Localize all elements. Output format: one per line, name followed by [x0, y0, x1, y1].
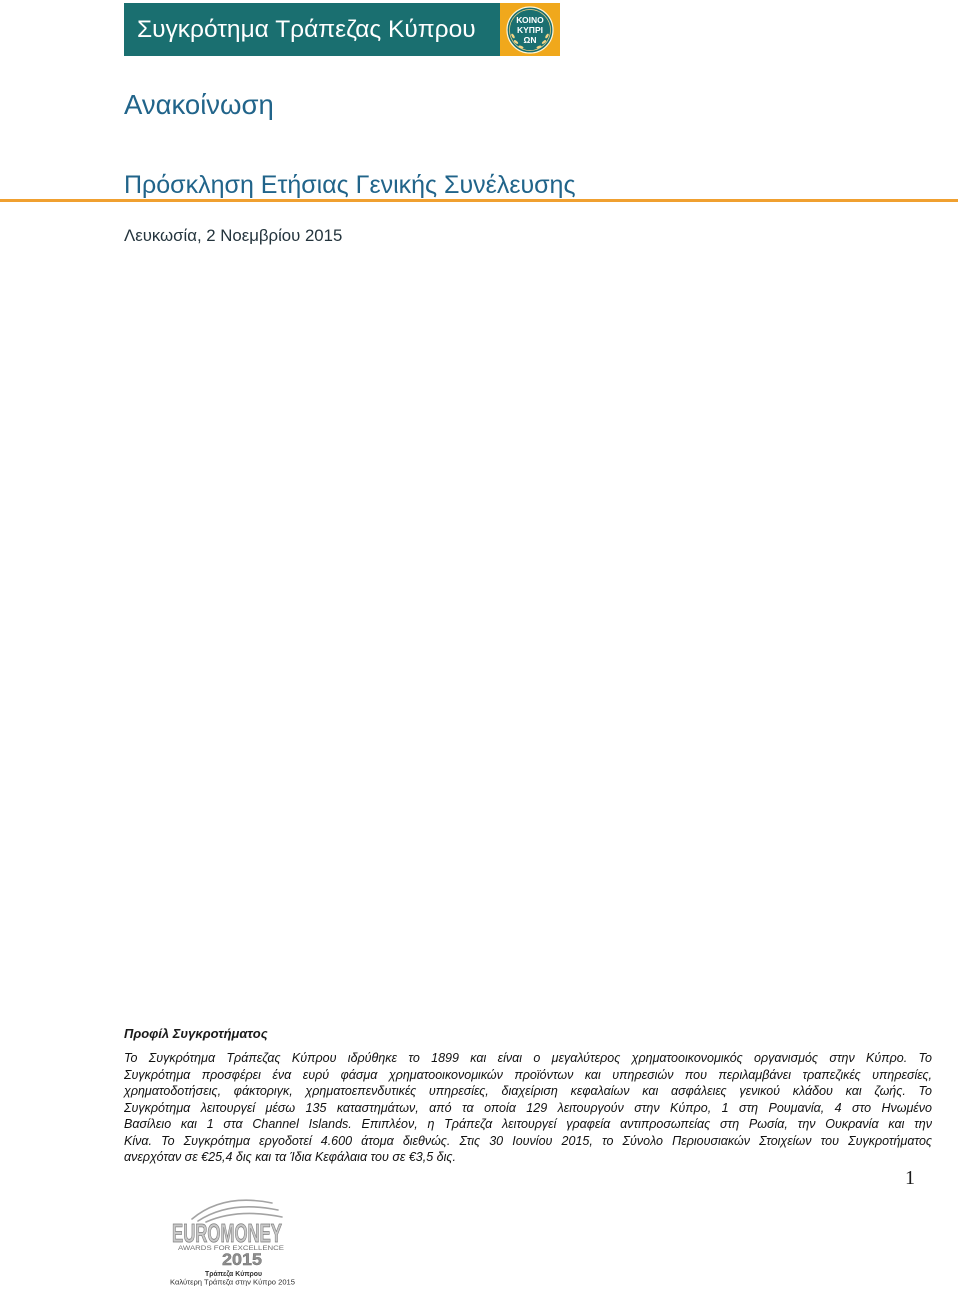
document-title: Πρόσκληση Ετήσιας Γενικής Συνέλευσης	[124, 171, 576, 199]
profile-line: Συγκρότημα λειτουργεί μέσω 135 καταστημάτων, από τα οποία 129 λειτουργούν στην Κύπρο, 1 στη Ρουμανία, 4 στο Ηνωμένο	[124, 1100, 932, 1115]
badge-line-1: ΚΟΙΝΟ	[516, 15, 544, 25]
award-bank: Τράπεζα Κύπρου	[205, 1269, 263, 1278]
profile-line: ανερχόταν σε €25,4 δις και τα Ίδια Κεφάλαια του σε €3,5 δις.	[124, 1150, 456, 1164]
place-and-date: Λευκωσία, 2 Νοεμβρίου 2015	[124, 226, 343, 245]
profile-paragraph	[124, 1050, 932, 1166]
brand-name: Συγκρότημα Τράπεζας Κύπρου	[137, 16, 476, 43]
profile-line: Συγκρότημα προσφέρει ένα ευρύ φάσμα χρηματοοικονομικών προϊόντων και υπηρεσιών που περιλαμβάνει τραπεζικές υπηρεσίες,	[124, 1067, 932, 1082]
profile-line: Το Συγκρότημα Τράπεζας Κύπρου ιδρύθηκε το 1899 και είναι ο μεγαλύτερος χρηματοοικονομικός οργανισμός στην Κύπρο. Το	[124, 1051, 932, 1065]
koino-kyprion-badge	[500, 3, 560, 56]
award-brand: EUROMONEY	[172, 1218, 282, 1248]
profile-line: χρηματοδοτήσεις, φάκτοριγκ, χρηματοεπενδυτικές υπηρεσίες, διαχείριση κεφαλαίων και ασφάλειες γενικού κλάδου και ζωής. Το	[124, 1084, 932, 1098]
award-title: Καλύτερη Τράπεζα στην Κύπρο 2015	[170, 1279, 286, 1287]
badge-line-3: ΩΝ	[523, 35, 537, 45]
award-year: 2015	[222, 1250, 262, 1269]
award-subtitle: AWARDS FOR EXCELLENCE	[178, 1245, 285, 1252]
badge-line-2: ΚΥΠΡΙ	[517, 25, 543, 35]
profile-line: Βασίλειο και 1 στα Channel Islands. Επιπλέον, η Τράπεζα λειτουργεί γραφεία αντιπροσωπείας στη Ρωσία, την Ουκρανία και την	[124, 1117, 932, 1131]
document-type-label: Ανακοίνωση	[124, 89, 274, 120]
profile-heading: Προφίλ Συγκροτήματος	[124, 1026, 268, 1041]
profile-line: Κίνα. Το Συγκρότημα εργοδοτεί 4.600 άτομα διεθνώς. Στις 30 Ιουνίου 2015, το Σύνολο Περιουσιακών Στοιχείων του Συγκροτήματος	[124, 1133, 932, 1148]
euromoney-award-logo	[168, 1195, 298, 1287]
page-number: 1	[905, 1167, 915, 1189]
badge-seal-icon	[500, 3, 560, 56]
title-divider	[0, 199, 958, 202]
bank-of-cyprus-logo-banner	[124, 3, 560, 56]
